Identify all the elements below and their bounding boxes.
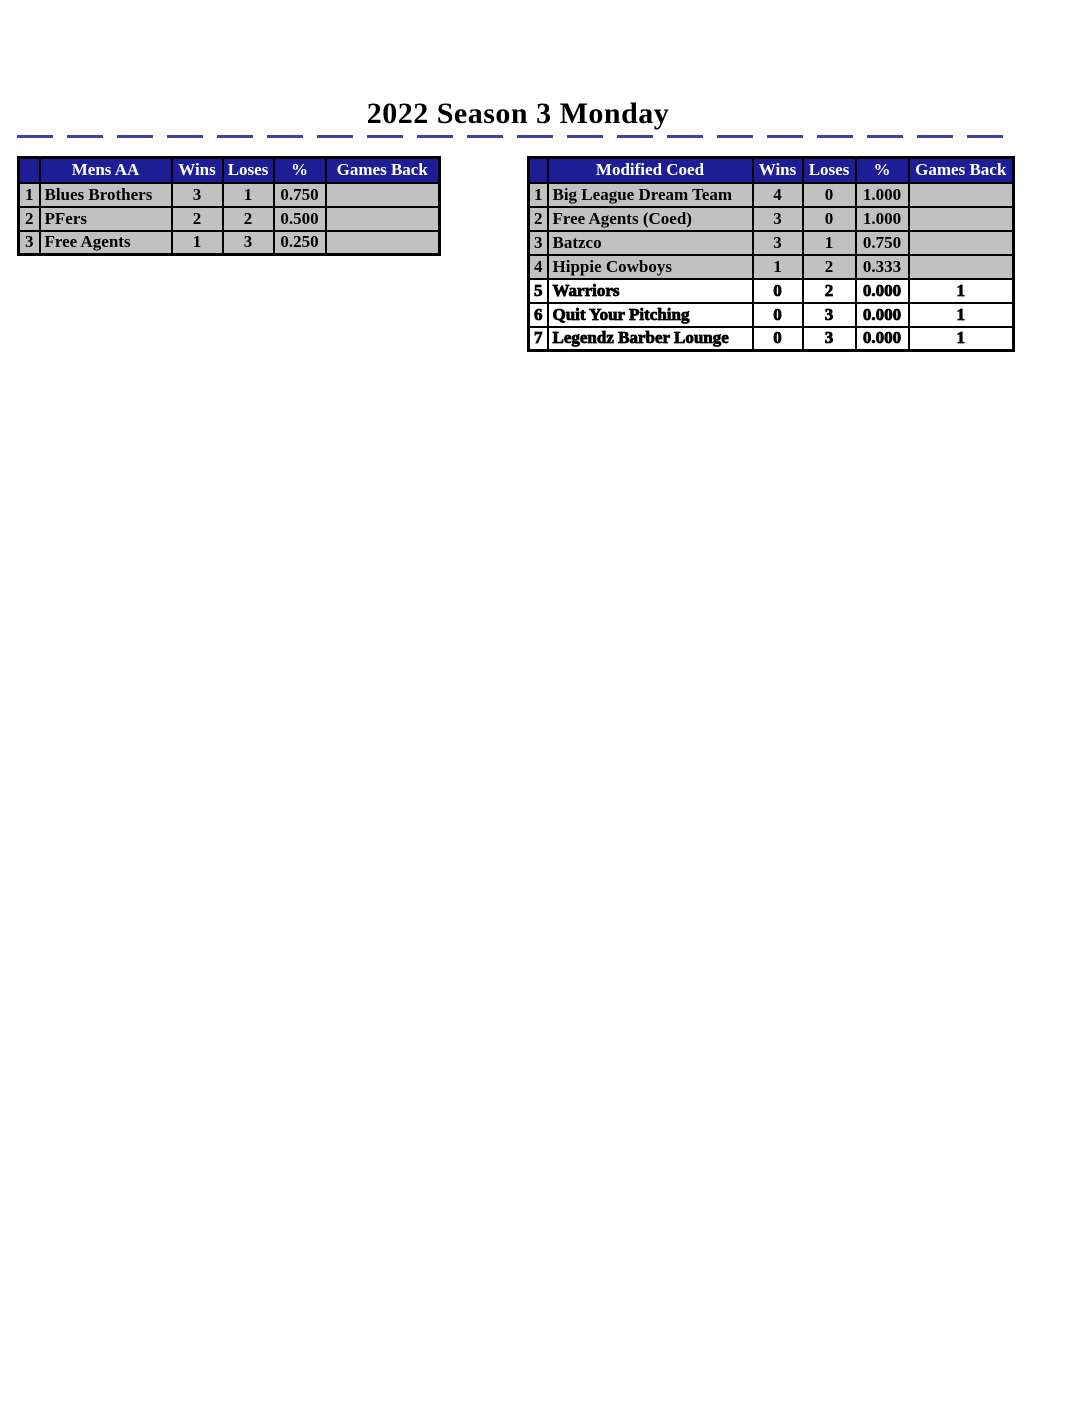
- table-body: [19, 183, 440, 255]
- pct-cell: 0.000: [856, 303, 909, 327]
- wins-cell: 0: [753, 327, 803, 351]
- team-cell: Warriors: [548, 279, 753, 303]
- loses-cell: 2: [803, 255, 856, 279]
- table-row: [19, 231, 440, 255]
- games-back-cell: 1: [909, 327, 1014, 351]
- team-cell: Batzco: [548, 231, 753, 255]
- team-cell: Blues Brothers: [40, 183, 172, 207]
- pct-cell: 0.000: [856, 327, 909, 351]
- team-cell: Hippie Cowboys: [548, 255, 753, 279]
- games-back-cell: [326, 183, 440, 207]
- header-row: [529, 158, 1014, 183]
- column-header: Loses: [223, 158, 274, 183]
- pct-cell: 0.000: [856, 279, 909, 303]
- table-row: [529, 183, 1014, 207]
- wins-cell: 4: [753, 183, 803, 207]
- games-back-cell: [326, 207, 440, 231]
- loses-cell: 3: [223, 231, 274, 255]
- table-row: [19, 183, 440, 207]
- team-cell: PFers: [40, 207, 172, 231]
- table-row: [529, 303, 1014, 327]
- team-cell: Big League Dream Team: [548, 183, 753, 207]
- column-header: Wins: [753, 158, 803, 183]
- league-header: Modified Coed: [548, 158, 753, 183]
- games-back-cell: [909, 207, 1014, 231]
- table-header: [19, 158, 440, 183]
- wins-cell: 3: [753, 231, 803, 255]
- pct-cell: 0.750: [274, 183, 326, 207]
- games-back-cell: 1: [909, 303, 1014, 327]
- rank-cell: 1: [19, 183, 40, 207]
- column-header: Games Back: [326, 158, 440, 183]
- rank-cell: 2: [529, 207, 548, 231]
- table-row: [529, 207, 1014, 231]
- wins-cell: 0: [753, 279, 803, 303]
- loses-cell: 0: [803, 183, 856, 207]
- team-cell: Quit Your Pitching: [548, 303, 753, 327]
- column-header: %: [274, 158, 326, 183]
- league-header: Mens AA: [40, 158, 172, 183]
- page-title: 2022 Season 3 Monday: [366, 97, 670, 130]
- pct-cell: 0.750: [856, 231, 909, 255]
- rank-cell: 7: [529, 327, 548, 351]
- team-cell: Free Agents: [40, 231, 172, 255]
- rank-cell: 1: [529, 183, 548, 207]
- column-header: %: [856, 158, 909, 183]
- games-back-cell: 1: [909, 279, 1014, 303]
- pct-cell: 1.000: [856, 183, 909, 207]
- games-back-cell: [326, 231, 440, 255]
- pct-cell: 0.250: [274, 231, 326, 255]
- pct-cell: 0.333: [856, 255, 909, 279]
- standings-table-modified-coed: [527, 156, 1015, 352]
- table-row: [19, 207, 440, 231]
- wins-cell: 2: [172, 207, 223, 231]
- loses-cell: 2: [803, 279, 856, 303]
- header-row: [19, 158, 440, 183]
- loses-cell: 1: [803, 231, 856, 255]
- standings-table-mens-aa: [17, 156, 441, 256]
- column-header: Loses: [803, 158, 856, 183]
- games-back-cell: [909, 255, 1014, 279]
- table-row: [529, 255, 1014, 279]
- wins-cell: 1: [753, 255, 803, 279]
- pct-cell: 0.500: [274, 207, 326, 231]
- loses-cell: 2: [223, 207, 274, 231]
- wins-cell: 3: [172, 183, 223, 207]
- wins-cell: 0: [753, 303, 803, 327]
- rank-cell: 2: [19, 207, 40, 231]
- column-header: Games Back: [909, 158, 1014, 183]
- pct-cell: 1.000: [856, 207, 909, 231]
- games-back-cell: [909, 183, 1014, 207]
- loses-cell: 0: [803, 207, 856, 231]
- column-header: [529, 158, 548, 183]
- team-cell: Legendz Barber Lounge: [548, 327, 753, 351]
- column-header: [19, 158, 40, 183]
- team-cell: Free Agents (Coed): [548, 207, 753, 231]
- rank-cell: 5: [529, 279, 548, 303]
- table-row: [529, 279, 1014, 303]
- table-row: [529, 327, 1014, 351]
- loses-cell: 3: [803, 327, 856, 351]
- table-body: [529, 183, 1014, 351]
- rank-cell: 6: [529, 303, 548, 327]
- loses-cell: 3: [803, 303, 856, 327]
- wins-cell: 3: [753, 207, 803, 231]
- rank-cell: 3: [529, 231, 548, 255]
- loses-cell: 1: [223, 183, 274, 207]
- table-row: [529, 231, 1014, 255]
- page-break-dashed-line: [17, 135, 1015, 138]
- table-header: [529, 158, 1014, 183]
- rank-cell: 4: [529, 255, 548, 279]
- column-header: Wins: [172, 158, 223, 183]
- wins-cell: 1: [172, 231, 223, 255]
- rank-cell: 3: [19, 231, 40, 255]
- games-back-cell: [909, 231, 1014, 255]
